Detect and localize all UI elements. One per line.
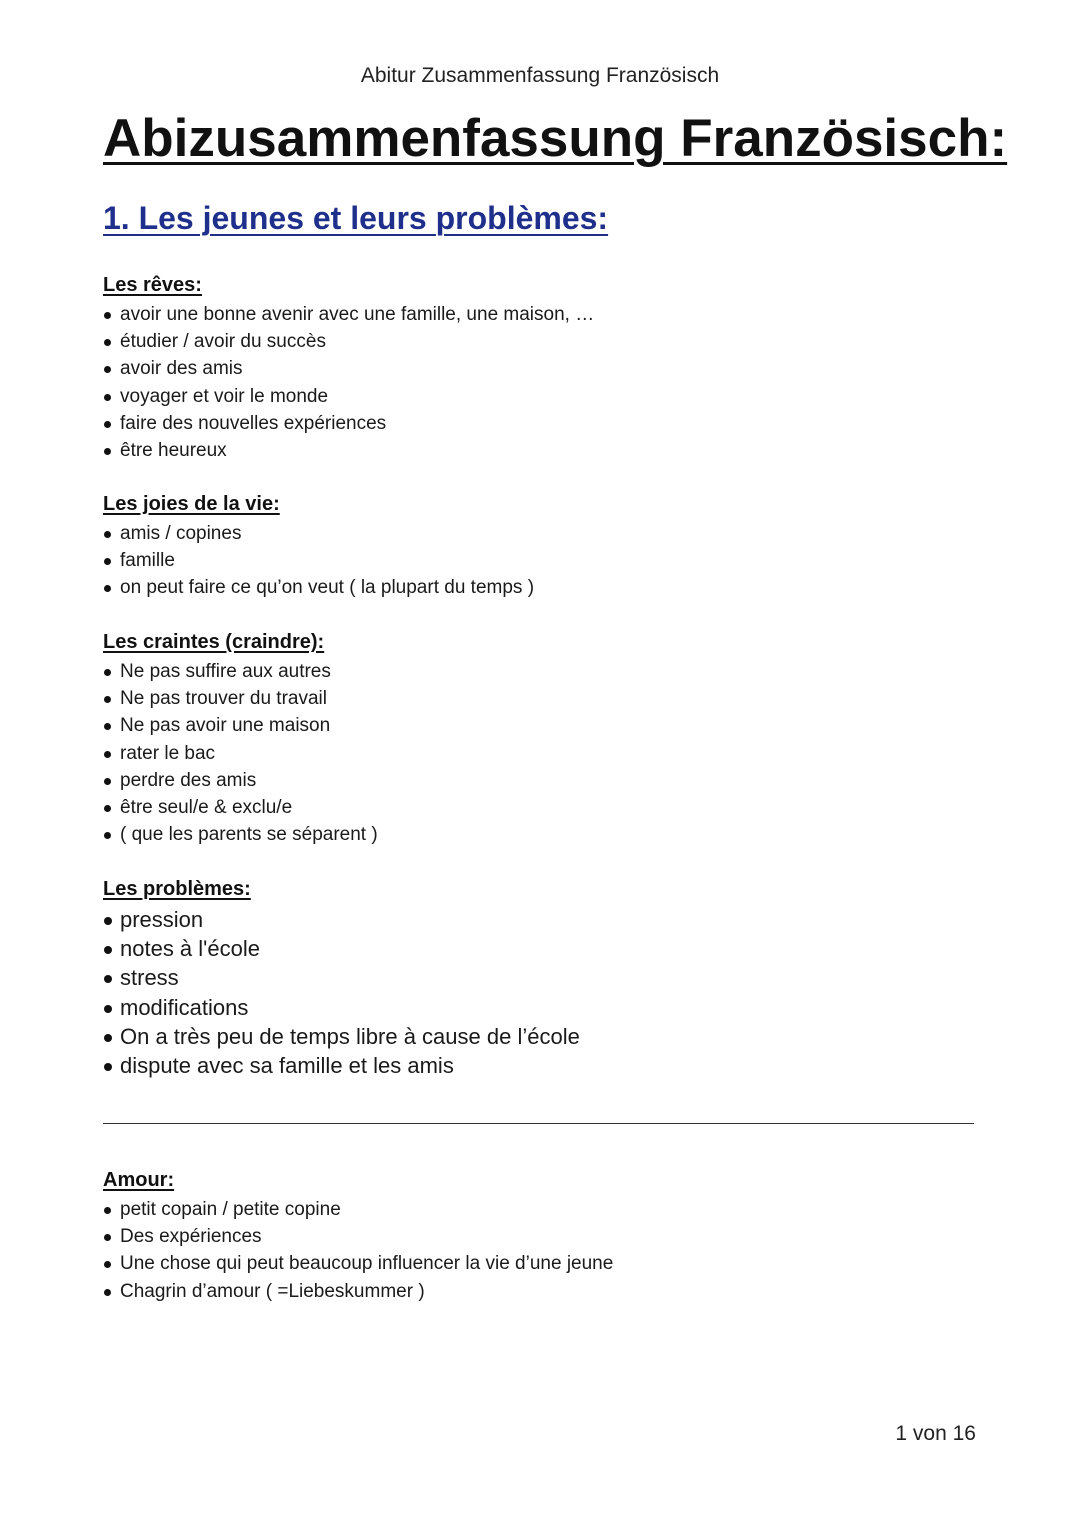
page-number: 1 von 16 [895,1422,976,1445]
section-heading-joies: Les joies de la vie: [103,493,280,515]
list-item: être seul/e & exclu/e [103,794,378,821]
list-joies [103,520,534,602]
list-reves [103,301,594,464]
list-item: dispute avec sa famille et les amis [103,1051,580,1080]
list-item: être heureux [103,437,594,464]
list-item: ( que les parents se séparent ) [103,821,378,848]
list-item: Des expériences [103,1223,613,1250]
list-problemes [103,905,580,1080]
section-title: 1. Les jeunes et leurs problèmes: [103,200,609,236]
list-item: petit copain / petite copine [103,1196,613,1223]
list-item: stress [103,963,580,992]
list-item: étudier / avoir du succès [103,328,594,355]
section-heading-problemes: Les problèmes: [103,878,251,900]
section-craintes [103,628,378,848]
section-joies [103,490,534,602]
list-item: on peut faire ce qu’on veut ( la plupart du temps ) [103,574,534,601]
list-item: amis / copines [103,520,534,547]
list-item: modifications [103,993,580,1022]
document-title: Abizusammenfassung Französisch: [103,109,1008,168]
list-item: notes à l'école [103,934,580,963]
list-item: Ne pas avoir une maison [103,712,378,739]
list-item: pression [103,905,580,934]
list-item: Ne pas suffire aux autres [103,658,378,685]
list-item: Une chose qui peut beaucoup influencer la vie d’une jeune [103,1250,613,1277]
list-item: perdre des amis [103,767,378,794]
section-heading-craintes: Les craintes (craindre): [103,631,325,653]
section-problemes [103,875,580,1080]
list-item: avoir une bonne avenir avec une famille, une maison, … [103,301,594,328]
running-header: Abitur Zusammenfassung Französisch [360,64,720,87]
list-item: rater le bac [103,740,378,767]
section-reves [103,271,594,464]
section-amour [103,1166,613,1305]
list-item: avoir des amis [103,355,594,382]
list-craintes [103,658,378,848]
horizontal-divider [103,1123,974,1124]
list-item: famille [103,547,534,574]
list-item: voyager et voir le monde [103,383,594,410]
list-item: Chagrin d’amour ( =Liebeskummer ) [103,1278,613,1305]
list-item: On a très peu de temps libre à cause de l’école [103,1022,580,1051]
section-heading-amour: Amour: [103,1169,175,1191]
list-item: Ne pas trouver du travail [103,685,378,712]
list-item: faire des nouvelles expériences [103,410,594,437]
list-amour [103,1196,613,1305]
section-heading-reves: Les rêves: [103,274,202,296]
